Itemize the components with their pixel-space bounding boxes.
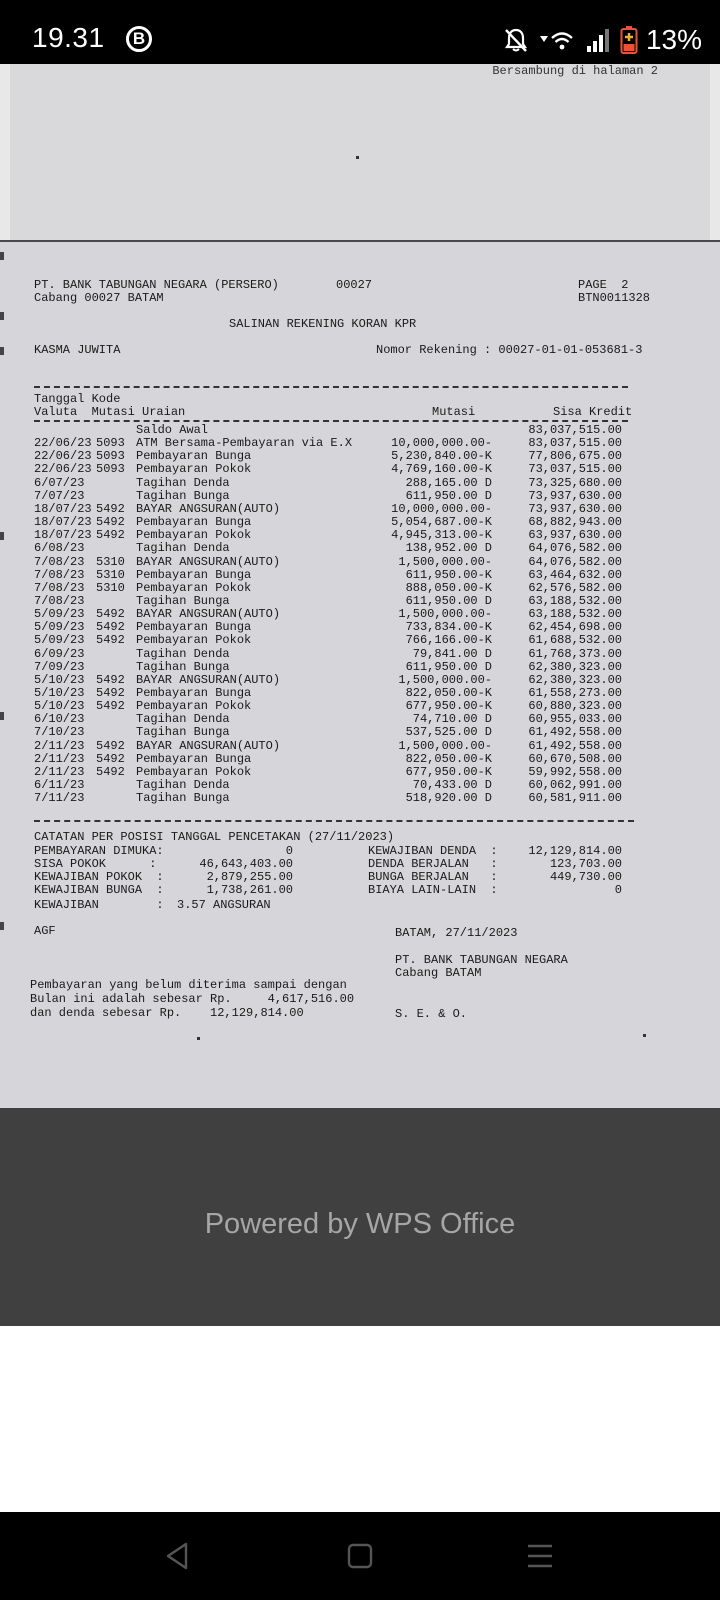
summary-value: 0 xyxy=(285,844,293,858)
row-date: 6/08/23 xyxy=(34,541,85,556)
table-row xyxy=(0,424,720,437)
divider xyxy=(34,420,628,422)
row-date: 22/06/23 xyxy=(34,436,92,451)
row-mutasi: 888,050.00-K xyxy=(405,580,492,595)
row-description: BAYAR ANGSURAN(AUTO) xyxy=(136,607,281,622)
row-mutasi: 611,950.00 D xyxy=(405,659,492,674)
header-line-2: Valuta Mutasi Uraian xyxy=(34,405,186,419)
row-mutasi: 611,950.00-K xyxy=(405,567,492,582)
summary-label: BUNGA BERJALAN : xyxy=(368,870,498,884)
blank-area xyxy=(0,1326,720,1512)
row-date: 18/07/23 xyxy=(34,528,92,543)
summary-label: BIAYA LAIN-LAIN : xyxy=(368,883,498,897)
table-row xyxy=(0,621,720,634)
row-balance: 63,188,532.00 xyxy=(528,607,622,622)
row-date: 5/09/23 xyxy=(34,633,85,648)
row-description: Pembayaran Pokok xyxy=(136,764,252,779)
row-date: 18/07/23 xyxy=(34,501,92,516)
row-description: ATM Bersama-Pembayaran via E.X xyxy=(136,436,353,451)
row-balance: 68,882,943.00 xyxy=(528,515,622,530)
row-balance: 63,937,630.00 xyxy=(528,528,622,543)
row-date: 2/11/23 xyxy=(34,764,85,779)
table-row xyxy=(0,529,720,542)
row-description: Pembayaran Pokok xyxy=(136,699,252,714)
statement-title: SALINAN REKENING KORAN KPR xyxy=(229,317,417,331)
row-mutasi: 138,952.00 D xyxy=(405,541,492,556)
summary-value: 2,879,255.00 xyxy=(206,870,293,884)
battery-charging-icon xyxy=(620,25,638,55)
row-balance: 64,076,582.00 xyxy=(528,554,622,569)
table-row xyxy=(0,608,720,621)
row-date: 5/10/23 xyxy=(34,672,85,687)
row-code: 5492 xyxy=(96,515,125,530)
row-balance: 62,380,323.00 xyxy=(528,672,622,687)
row-description: BAYAR ANGSURAN(AUTO) xyxy=(136,501,281,516)
row-date: 18/07/23 xyxy=(34,515,92,530)
row-mutasi: 822,050.00-K xyxy=(405,686,492,700)
row-mutasi: 1,500,000.00- xyxy=(398,607,492,622)
row-mutasi: 1,500,000.00- xyxy=(398,738,492,753)
row-code: 5492 xyxy=(96,607,125,622)
divider xyxy=(34,386,628,388)
row-date: 7/08/23 xyxy=(34,593,85,608)
row-mutasi: 677,950.00-K xyxy=(405,699,492,714)
row-balance: 60,880,323.00 xyxy=(528,699,622,714)
row-date: 5/09/23 xyxy=(34,607,85,622)
row-mutasi: 677,950.00-K xyxy=(405,764,492,779)
row-code: 5310 xyxy=(96,554,125,569)
wifi-icon xyxy=(538,26,578,54)
row-date: 5/10/23 xyxy=(34,699,85,714)
row-code: 5492 xyxy=(96,764,125,779)
row-balance: 83,037,515.00 xyxy=(528,436,622,451)
row-mutasi: 1,500,000.00- xyxy=(398,672,492,687)
row-mutasi: 5,054,687.00-K xyxy=(391,515,492,530)
account-number: Nomor Rekening : 00027-01-01-053681-3 xyxy=(376,343,643,357)
row-balance: 73,037,515.00 xyxy=(528,462,622,477)
row-description: Tagihan Bunga xyxy=(136,593,230,608)
row-date: 22/06/23 xyxy=(34,449,92,464)
row-date: 6/11/23 xyxy=(34,778,85,793)
summary-value: 449,730.00 xyxy=(549,870,622,884)
row-mutasi: 5,230,840.00-K xyxy=(391,449,492,464)
table-row xyxy=(0,726,720,739)
row-date: 7/07/23 xyxy=(34,488,85,503)
summary-value: 46,643,403.00 xyxy=(199,857,293,871)
edge-mark xyxy=(0,347,4,355)
doc-id: BTN0011328 xyxy=(578,291,651,305)
table-row xyxy=(0,477,720,490)
table-row xyxy=(0,556,720,569)
table-row xyxy=(0,753,720,766)
row-code: 5492 xyxy=(96,620,125,635)
row-code: 5492 xyxy=(96,738,125,753)
row-balance: 73,325,680.00 xyxy=(528,475,622,490)
place-date: BATAM, 27/11/2023 xyxy=(395,926,518,940)
row-balance: 77,806,675.00 xyxy=(528,449,622,464)
row-code: 5492 xyxy=(96,699,125,714)
branch-code: 00027 xyxy=(336,278,373,292)
summary-label: KEWAJIBAN BUNGA : xyxy=(34,883,164,897)
table-row xyxy=(0,595,720,608)
row-code: 5492 xyxy=(96,672,125,687)
row-mutasi: 611,950.00 D xyxy=(405,488,492,503)
row-mutasi: 537,525.00 D xyxy=(405,725,492,740)
summary-label: KEWAJIBAN : xyxy=(34,898,164,912)
row-description: Tagihan Bunga xyxy=(136,725,230,740)
customer-name: KASMA JUWITA xyxy=(34,343,121,357)
header-line-1: Tanggal Kode xyxy=(34,392,121,406)
row-mutasi: 288,165.00 D xyxy=(405,475,492,490)
row-description: Pembayaran Bunga xyxy=(136,620,252,635)
row-code: 5492 xyxy=(96,501,125,516)
signal-icon xyxy=(586,26,612,54)
statement-page xyxy=(0,242,720,1108)
continuation-note: Bersambung di halaman 2 xyxy=(492,64,658,78)
row-date: 7/08/23 xyxy=(34,580,85,595)
row-description: Tagihan Denda xyxy=(136,646,230,661)
row-description: BAYAR ANGSURAN(AUTO) xyxy=(136,554,281,569)
bank-name: PT. BANK TABUNGAN NEGARA (PERSERO) xyxy=(34,278,279,292)
row-date: 5/09/23 xyxy=(34,620,85,635)
row-description: Tagihan Denda xyxy=(136,541,230,556)
column-mutasi: Mutasi xyxy=(432,405,476,419)
navigation-bar xyxy=(0,1512,720,1600)
row-description: Tagihan Denda xyxy=(136,712,230,727)
sign-bank: PT. BANK TABUNGAN NEGARA xyxy=(395,953,568,967)
summary-value: 1,738,261.00 xyxy=(206,883,293,897)
table-row xyxy=(0,713,720,726)
row-code: 5492 xyxy=(96,751,125,766)
row-code: 5093 xyxy=(96,462,125,477)
summary-label: DENDA BERJALAN : xyxy=(368,857,498,871)
summary-label: KEWAJIBAN POKOK : xyxy=(34,870,164,884)
table-row xyxy=(0,463,720,476)
row-balance: 62,576,582.00 xyxy=(528,580,622,595)
b-badge-icon: B xyxy=(126,26,152,52)
row-balance: 62,380,323.00 xyxy=(528,659,622,674)
summary-value: 123,703.00 xyxy=(549,857,622,871)
row-date: 6/09/23 xyxy=(34,646,85,661)
row-date: 2/11/23 xyxy=(34,738,85,753)
row-date: 7/11/23 xyxy=(34,791,85,806)
summary-label: KEWAJIBAN DENDA : xyxy=(368,844,498,858)
row-description: Pembayaran Bunga xyxy=(136,686,252,700)
summary-value: 3.57 ANGSURAN xyxy=(177,898,271,912)
row-description: Pembayaran Bunga xyxy=(136,751,252,766)
row-mutasi: 518,920.00 D xyxy=(405,791,492,806)
row-balance: 63,188,532.00 xyxy=(528,593,622,608)
row-balance: 61,768,373.00 xyxy=(528,646,622,661)
row-code: 5492 xyxy=(96,528,125,543)
row-mutasi: 79,841.00 D xyxy=(412,646,492,661)
row-balance: 60,581,911.00 xyxy=(528,791,622,806)
row-mutasi: 611,950.00 D xyxy=(405,593,492,608)
row-description: Tagihan Bunga xyxy=(136,488,230,503)
table-row xyxy=(0,542,720,555)
table-row xyxy=(0,450,720,463)
officer-code: AGF xyxy=(34,924,56,938)
speck xyxy=(197,1037,200,1040)
table-row xyxy=(0,700,720,713)
previous-page xyxy=(10,64,710,241)
table-row xyxy=(0,582,720,595)
status-icons xyxy=(502,22,702,58)
page-label: PAGE 2 xyxy=(578,278,629,292)
row-description: Tagihan Denda xyxy=(136,475,230,490)
row-code: 5492 xyxy=(96,633,125,648)
edge-mark xyxy=(0,252,4,260)
row-mutasi: 733,834.00-K xyxy=(405,620,492,635)
table-row xyxy=(0,490,720,503)
row-date: 7/10/23 xyxy=(34,725,85,740)
row-description: BAYAR ANGSURAN(AUTO) xyxy=(136,672,281,687)
row-description: Pembayaran Bunga xyxy=(136,449,252,464)
row-date: 7/09/23 xyxy=(34,659,85,674)
row-mutasi: 74,710.00 D xyxy=(412,712,492,727)
summary-label: SISA POKOK : xyxy=(34,857,157,871)
row-date: 7/08/23 xyxy=(34,554,85,569)
sign-branch: Cabang BATAM xyxy=(395,966,482,980)
row-balance: 73,937,630.00 xyxy=(528,488,622,503)
row-code: 5310 xyxy=(96,567,125,582)
row-mutasi: 4,945,313.00-K xyxy=(391,528,492,543)
table-row xyxy=(0,569,720,582)
table-row xyxy=(0,674,720,687)
column-sisa-kredit: Sisa Kredit xyxy=(553,405,633,419)
row-date: 5/10/23 xyxy=(34,686,85,700)
row-date: 7/08/23 xyxy=(34,567,85,582)
row-balance: 61,492,558.00 xyxy=(528,725,622,740)
row-date: 6/07/23 xyxy=(34,475,85,490)
bell-off-icon xyxy=(502,26,530,54)
table-row xyxy=(0,779,720,792)
speck xyxy=(643,1034,646,1037)
summary-value: 12,129,814.00 xyxy=(528,844,622,858)
table-row xyxy=(0,516,720,529)
table-row xyxy=(0,687,720,700)
home-icon[interactable] xyxy=(342,1538,378,1574)
table-row xyxy=(0,661,720,674)
back-icon[interactable] xyxy=(160,1538,196,1574)
table-row xyxy=(0,437,720,450)
edge-mark xyxy=(0,922,4,930)
row-balance: 61,558,273.00 xyxy=(528,686,622,700)
row-date: 6/10/23 xyxy=(34,712,85,727)
row-description: Pembayaran Pokok xyxy=(136,633,252,648)
divider xyxy=(34,820,634,822)
row-description: Pembayaran Pokok xyxy=(136,580,252,595)
table-row xyxy=(0,503,720,516)
powered-by-label: Powered by WPS Office xyxy=(204,1208,516,1240)
row-description: BAYAR ANGSURAN(AUTO) xyxy=(136,738,281,753)
recents-icon[interactable] xyxy=(522,1538,558,1574)
row-code: 5093 xyxy=(96,449,125,464)
note-line-1: Pembayaran yang belum diterima sampai dengan xyxy=(30,978,347,992)
row-balance: 73,937,630.00 xyxy=(528,501,622,516)
row-description: Pembayaran Pokok xyxy=(136,462,252,477)
row-description: Tagihan Bunga xyxy=(136,791,230,806)
row-balance: 63,464,632.00 xyxy=(528,567,622,582)
status-time: 19.31 xyxy=(32,22,105,53)
row-code: 5310 xyxy=(96,580,125,595)
table-row xyxy=(0,740,720,753)
row-date: 2/11/23 xyxy=(34,751,85,766)
row-balance: 60,670,508.00 xyxy=(528,751,622,766)
closing-note: S. E. & O. xyxy=(395,1007,468,1021)
row-description: Pembayaran Bunga xyxy=(136,515,252,530)
row-mutasi: 4,769,160.00-K xyxy=(391,462,492,477)
summary-title: CATATAN PER POSISI TANGGAL PENCETAKAN (27/11/2023) xyxy=(34,830,395,844)
row-balance: 60,062,991.00 xyxy=(528,778,622,793)
speck xyxy=(356,156,359,159)
row-balance: 59,992,558.00 xyxy=(528,764,622,779)
document-viewer[interactable] xyxy=(0,64,720,1326)
table-row xyxy=(0,792,720,805)
row-code: 5093 xyxy=(96,436,125,451)
note-line-3: dan denda sebesar Rp. 12,129,814.00 xyxy=(30,1006,304,1020)
row-description: Tagihan Bunga xyxy=(136,659,230,674)
table-row xyxy=(0,648,720,661)
battery-percent: 13% xyxy=(645,24,702,55)
row-balance: 64,076,582.00 xyxy=(528,541,622,556)
row-date: 22/06/23 xyxy=(34,462,92,477)
table-row xyxy=(0,634,720,647)
row-balance: 83,037,515.00 xyxy=(528,423,622,437)
row-mutasi: 70,433.00 D xyxy=(412,778,492,793)
row-balance: 61,492,558.00 xyxy=(528,738,622,753)
row-mutasi: 10,000,000.00- xyxy=(391,436,492,451)
row-mutasi: 822,050.00-K xyxy=(405,751,492,766)
row-code: 5492 xyxy=(96,686,125,700)
row-balance: 61,688,532.00 xyxy=(528,633,622,648)
row-mutasi: 766,166.00-K xyxy=(405,633,492,648)
note-line-2: Bulan ini adalah sebesar Rp. 4,617,516.00 xyxy=(30,992,355,1006)
row-balance: 60,955,033.00 xyxy=(528,712,622,727)
row-description: Pembayaran Pokok xyxy=(136,528,252,543)
summary-label: PEMBAYARAN DIMUKA: xyxy=(34,844,164,858)
row-description: Pembayaran Bunga xyxy=(136,567,252,582)
table-row xyxy=(0,766,720,779)
edge-mark xyxy=(0,312,4,320)
row-mutasi: 1,500,000.00- xyxy=(398,554,492,569)
row-description: Saldo Awal xyxy=(136,423,209,437)
row-mutasi: 10,000,000.00- xyxy=(391,501,492,516)
row-balance: 62,454,698.00 xyxy=(528,620,622,635)
summary-value: 0 xyxy=(614,883,622,897)
branch: Cabang 00027 BATAM xyxy=(34,291,164,305)
row-description: Tagihan Denda xyxy=(136,778,230,793)
